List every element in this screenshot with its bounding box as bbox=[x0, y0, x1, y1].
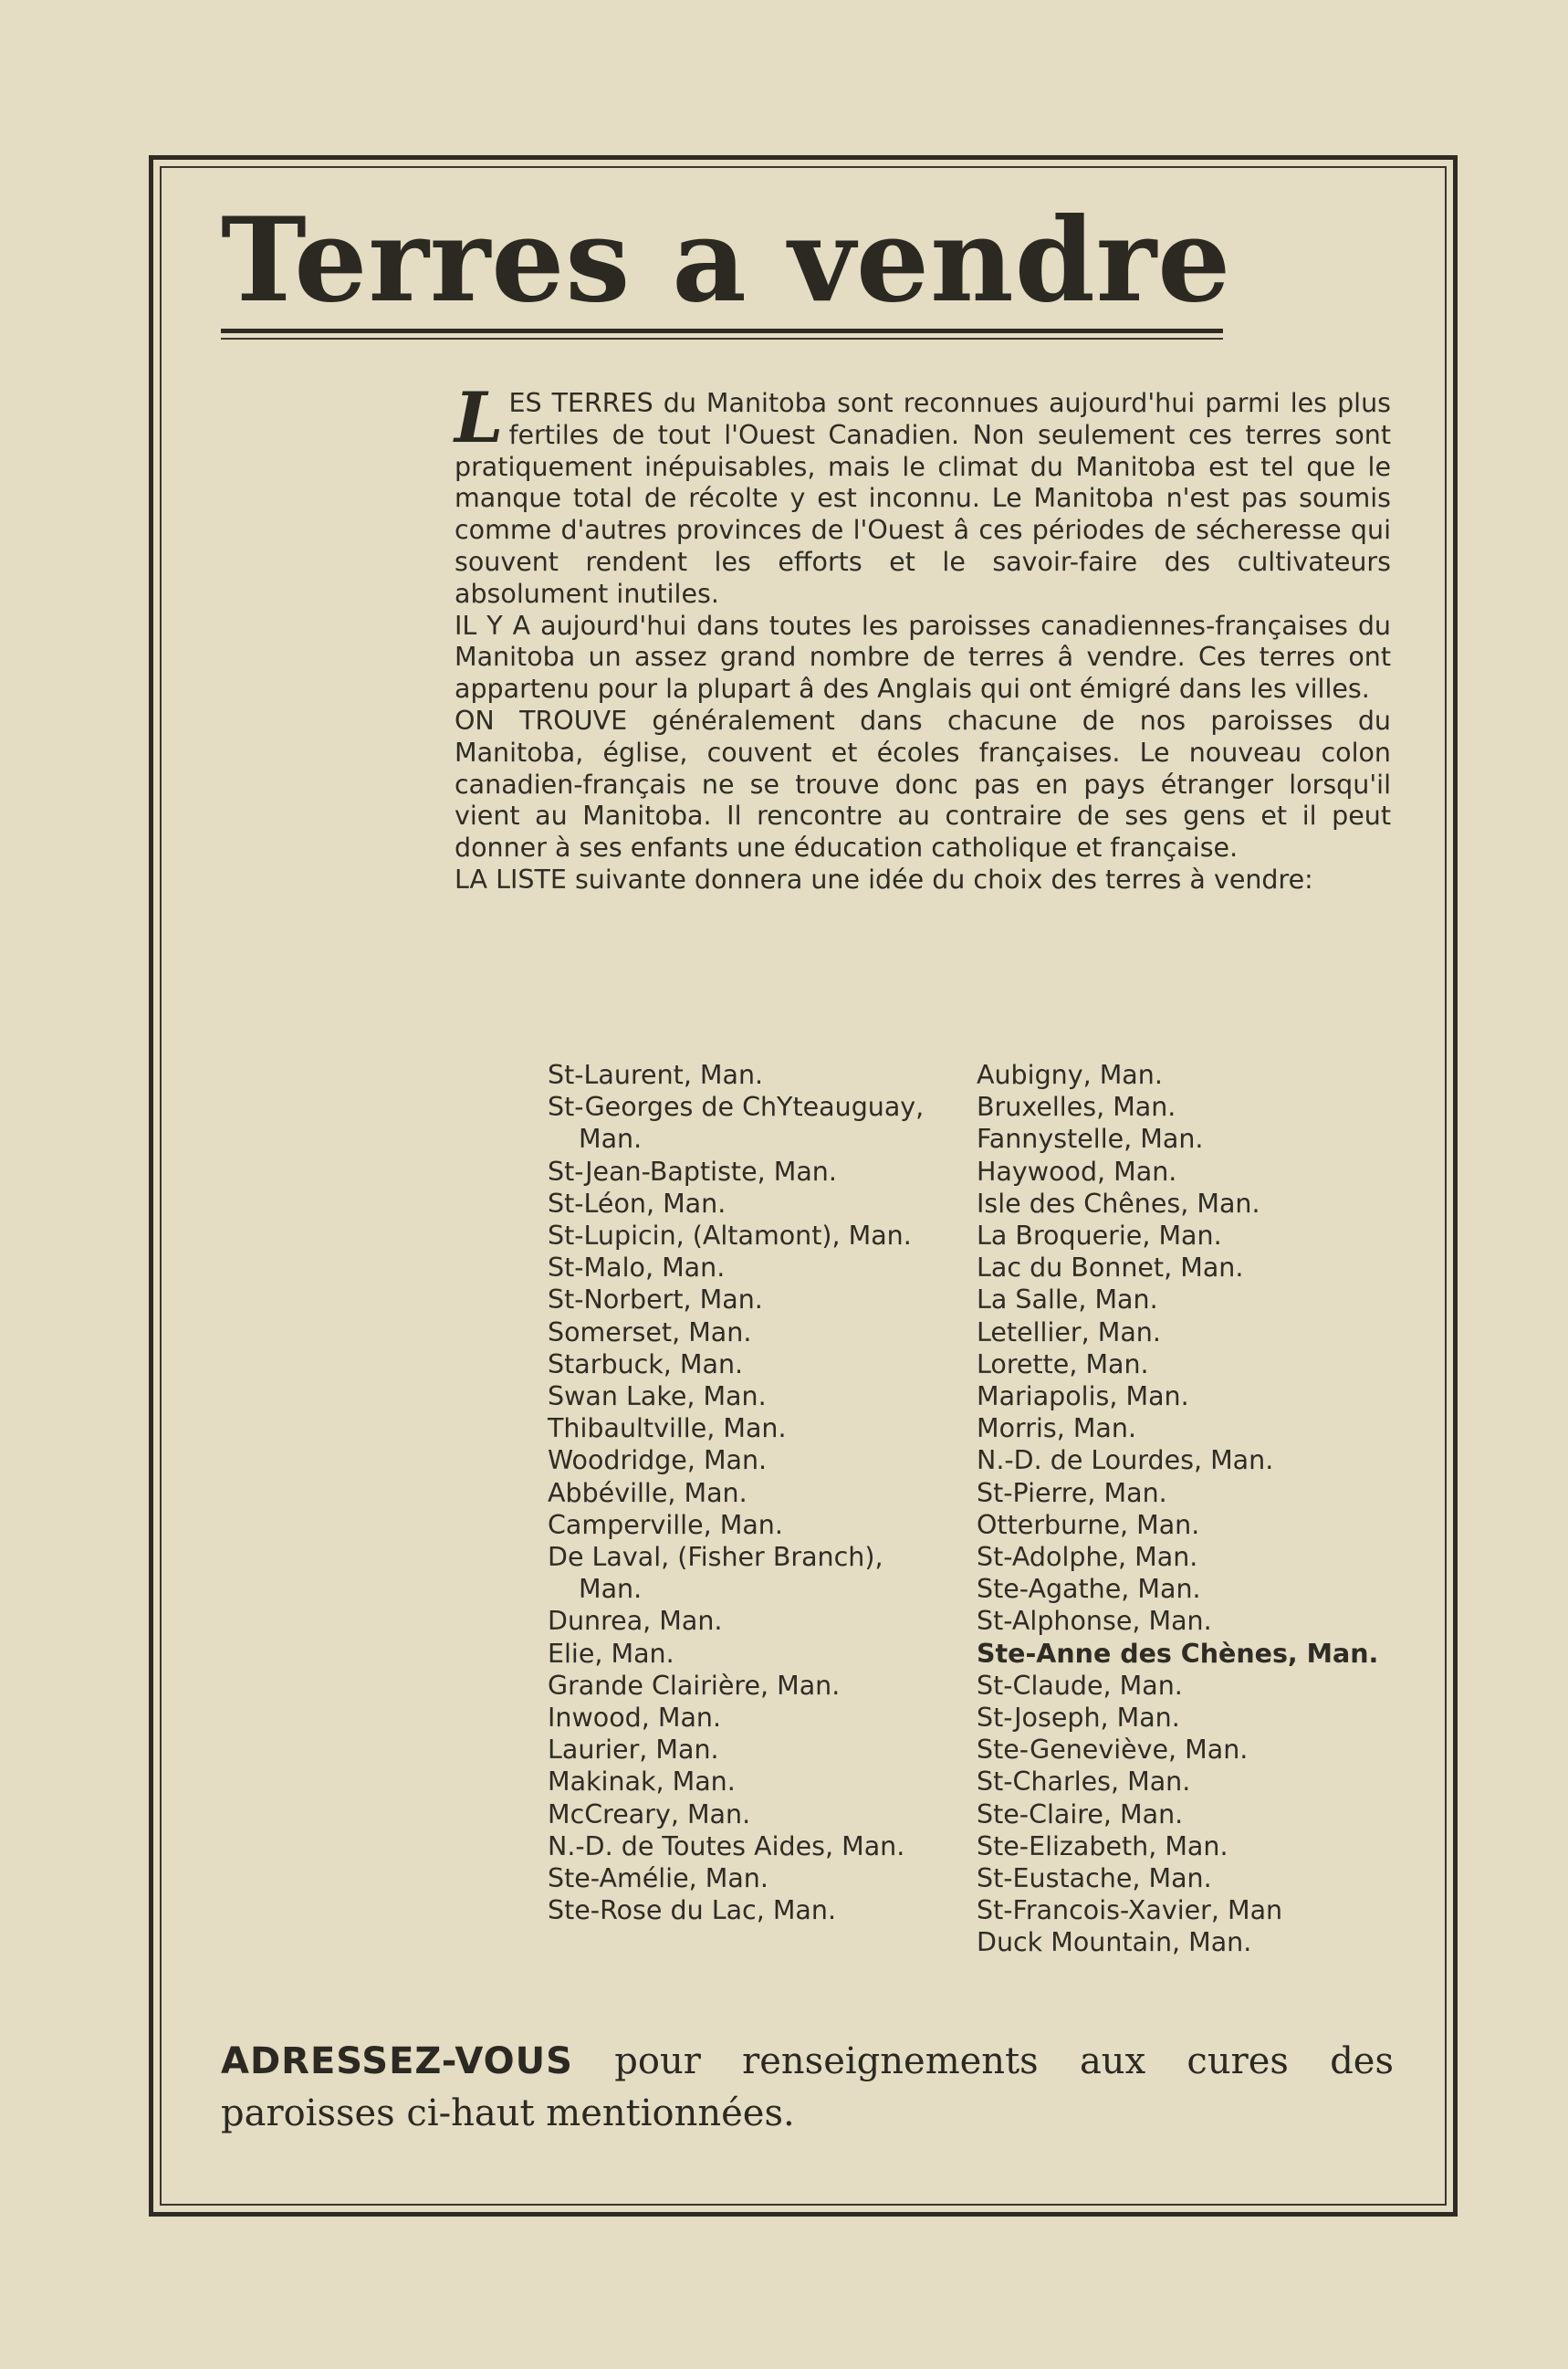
closing-notice bbox=[221, 2036, 1394, 2140]
list-item: St-Jean-Baptiste, Man. bbox=[548, 1156, 837, 1187]
intro-text bbox=[455, 377, 1391, 896]
list-item: Haywood, Man. bbox=[977, 1156, 1177, 1187]
list-item: Starbuck, Man. bbox=[548, 1348, 744, 1379]
list-item: Lac du Bonnet, Man. bbox=[977, 1253, 1244, 1284]
list-item: N.-D. de Lourdes, Man. bbox=[977, 1445, 1274, 1476]
list-item: La Broquerie, Man. bbox=[977, 1221, 1222, 1252]
list-item: Dunrea, Man. bbox=[548, 1606, 723, 1637]
list-item: Camperville, Man. bbox=[548, 1509, 783, 1540]
list-item: Abbéville, Man. bbox=[548, 1477, 747, 1508]
list-item: St-Malo, Man. bbox=[548, 1253, 726, 1284]
list-item: St-Adolphe, Man. bbox=[977, 1542, 1198, 1573]
list-item: St-Claude, Man. bbox=[977, 1670, 1183, 1701]
intro-paragraph bbox=[455, 377, 1391, 611]
list-item: Lorette, Man. bbox=[977, 1348, 1149, 1379]
list-item: St-Laurent, Man. bbox=[548, 1060, 764, 1090]
list-item: Morris, Man. bbox=[977, 1413, 1137, 1444]
list-item: Ste-Amélie, Man. bbox=[548, 1863, 768, 1894]
list-item: Letellier, Man. bbox=[977, 1316, 1161, 1347]
list-item: Makinak, Man. bbox=[548, 1766, 736, 1798]
dropcap-letter: L bbox=[455, 377, 504, 458]
parish-list-left bbox=[548, 1059, 940, 1926]
parish-list-right bbox=[977, 1059, 1396, 1959]
list-item: St-Alphonse, Man. bbox=[977, 1606, 1212, 1637]
page-title: Terres a vendre bbox=[221, 193, 1232, 328]
list-item: McCreary, Man. bbox=[548, 1798, 751, 1829]
list-item: St-Joseph, Man. bbox=[977, 1703, 1180, 1734]
intro-paragraph: LA LISTE suivante donnera une idée du choix des terres à vendre: bbox=[455, 864, 1313, 895]
intro-paragraph: ON TROUVE généralement dans chacune de nos paroisses du Manitoba, église, couvent et écoles françaises. Le nouveau colon canadien-français ne se trouve donc pas en pays étranger lorsqu'il vient au Manitoba. Il rencontre au contraire de ses gens et il peut donner à ses enfants une éducation catholique et française. bbox=[455, 705, 1391, 864]
list-item: Elie, Man. bbox=[548, 1638, 674, 1669]
list-item: St-Georges de ChYteauguay, Man. bbox=[548, 1092, 925, 1155]
list-item: St-Eustache, Man. bbox=[977, 1863, 1212, 1894]
closing-text: pour renseignements aux cures des paroisses ci-haut mentionnées. bbox=[221, 2040, 1394, 2134]
list-item: De Laval, (Fisher Branch), Man. bbox=[548, 1542, 883, 1605]
list-item: Woodridge, Man. bbox=[548, 1445, 768, 1476]
list-item: Laurier, Man. bbox=[548, 1735, 719, 1766]
intro-paragraph: IL Y A aujourd'hui dans toutes les paroisses canadiennes-françaises du Manitoba un assez grand nombre de terres â vendre. Ces terres ont appartenu pour la plupart â des Anglais qui ont émigré dans les villes. bbox=[455, 610, 1391, 705]
list-item: St-Pierre, Man. bbox=[977, 1477, 1167, 1508]
list-item: St-Lupicin, (Altamont), Man. bbox=[548, 1221, 912, 1252]
list-item: La Salle, Man. bbox=[977, 1284, 1158, 1316]
list-item: Fannystelle, Man. bbox=[977, 1124, 1204, 1155]
list-item: Grande Clairière, Man. bbox=[548, 1670, 841, 1701]
list-item: Aubigny, Man. bbox=[977, 1060, 1163, 1090]
list-item: Duck Mountain, Man. bbox=[977, 1927, 1252, 1958]
list-item: Inwood, Man. bbox=[548, 1703, 722, 1734]
list-item: St-Léon, Man. bbox=[548, 1188, 727, 1219]
list-item: Ste-Agathe, Man. bbox=[977, 1574, 1201, 1605]
list-item: Isle des Chênes, Man. bbox=[977, 1188, 1260, 1219]
list-item: Otterburne, Man. bbox=[977, 1509, 1200, 1540]
list-item: St-Francois-Xavier, Man bbox=[977, 1895, 1283, 1926]
list-item: Bruxelles, Man. bbox=[977, 1092, 1176, 1123]
list-item: Thibaultville, Man. bbox=[548, 1413, 787, 1444]
intro-paragraph-text: ES TERRES du Manitoba sont reconnues aujourd'hui parmi les plus fertiles de tout l'Ouest Canadien. Non seulement ces terres sont pratiquement inépuisables, mais le climat du Manitoba est tel que le manque total de récolte y est inconnu. Le Manitoba n'est pas soumis comme d'autres provinces de l'Ouest â ces périodes de sécheresse qui souvent rendent les efforts et le savoir-faire des cultivateurs absolument inutiles. bbox=[455, 388, 1391, 609]
list-item: Somerset, Man. bbox=[548, 1316, 752, 1347]
closing-lead: ADRESSEZ-VOUS bbox=[221, 2040, 573, 2082]
list-item: Mariapolis, Man. bbox=[977, 1381, 1189, 1412]
title-underline bbox=[221, 329, 1223, 333]
list-item: N.-D. de Toutes Aides, Man. bbox=[548, 1830, 905, 1861]
list-item: Swan Lake, Man. bbox=[548, 1381, 767, 1412]
list-item: Ste-Geneviève, Man. bbox=[977, 1735, 1249, 1766]
list-item: Ste-Claire, Man. bbox=[977, 1798, 1184, 1829]
list-item: Ste-Anne des Chènes, Man. bbox=[977, 1638, 1379, 1669]
list-item: St-Charles, Man. bbox=[977, 1766, 1191, 1798]
list-item: Ste-Rose du Lac, Man. bbox=[548, 1895, 837, 1926]
list-item: Ste-Elizabeth, Man. bbox=[977, 1830, 1228, 1861]
list-item: St-Norbert, Man. bbox=[548, 1284, 763, 1316]
title-underline-thin bbox=[221, 338, 1223, 340]
